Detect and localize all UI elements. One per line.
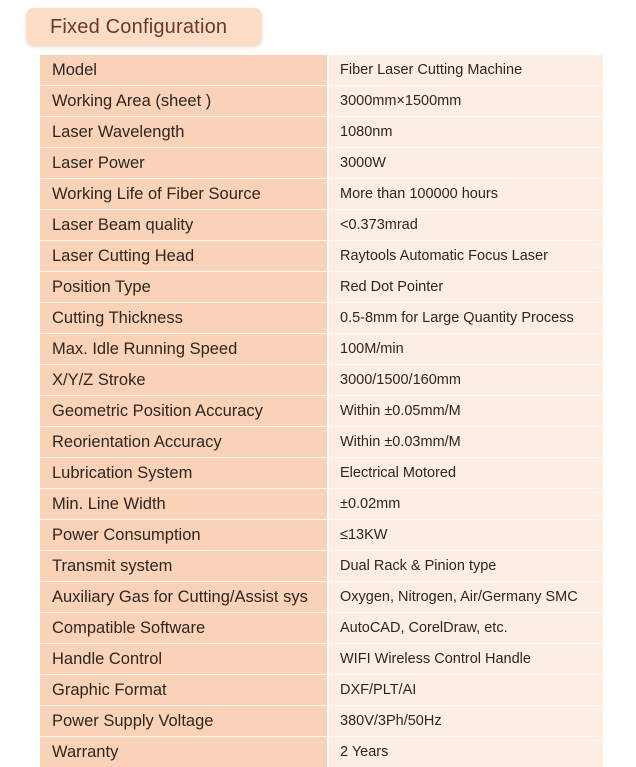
spec-value: Within ±0.03mm/M	[329, 427, 603, 457]
spec-value: AutoCAD, CorelDraw, etc.	[329, 613, 603, 643]
spec-row-auxiliary-gas	[40, 581, 603, 612]
spec-row-warranty	[40, 736, 603, 767]
spec-label: Reorientation Accuracy	[40, 427, 327, 457]
spec-row-laser-wavelength	[40, 116, 603, 147]
spec-label: Auxiliary Gas for Cutting/Assist sys	[40, 582, 327, 612]
spec-row-beam-quality	[40, 209, 603, 240]
spec-value: 380V/3Ph/50Hz	[329, 706, 603, 736]
spec-row-laser-power	[40, 147, 603, 178]
spec-label: Min. Line Width	[40, 489, 327, 519]
spec-value: <0.373mrad	[329, 210, 603, 240]
spec-label: Laser Cutting Head	[40, 241, 327, 271]
spec-row-xyz-stroke	[40, 364, 603, 395]
spec-row-geometric-accuracy	[40, 395, 603, 426]
spec-row-power-consumption	[40, 519, 603, 550]
spec-label: Power Consumption	[40, 520, 327, 550]
spec-label: Working Area (sheet )	[40, 86, 327, 116]
spec-label: Handle Control	[40, 644, 327, 674]
spec-label: Model	[40, 55, 327, 85]
spec-row-fiber-source-life	[40, 178, 603, 209]
spec-label: Warranty	[40, 737, 327, 767]
spec-label: Transmit system	[40, 551, 327, 581]
spec-row-cutting-thickness	[40, 302, 603, 333]
spec-label: Working Life of Fiber Source	[40, 179, 327, 209]
spec-label: Power Supply Voltage	[40, 706, 327, 736]
spec-value: 3000W	[329, 148, 603, 178]
spec-label: Geometric Position Accuracy	[40, 396, 327, 426]
spec-row-handle-control	[40, 643, 603, 674]
spec-label: Compatible Software	[40, 613, 327, 643]
spec-row-model	[40, 55, 603, 85]
spec-row-reorientation-accuracy	[40, 426, 603, 457]
spec-label: Laser Wavelength	[40, 117, 327, 147]
spec-value: Electrical Motored	[329, 458, 603, 488]
spec-label: Graphic Format	[40, 675, 327, 705]
spec-value: 100M/min	[329, 334, 603, 364]
spec-label: Position Type	[40, 272, 327, 302]
spec-label: Cutting Thickness	[40, 303, 327, 333]
spec-value: DXF/PLT/AI	[329, 675, 603, 705]
spec-value: Within ±0.05mm/M	[329, 396, 603, 426]
spec-value: ±0.02mm	[329, 489, 603, 519]
spec-table	[40, 55, 603, 767]
spec-row-position-type	[40, 271, 603, 302]
spec-row-power-supply	[40, 705, 603, 736]
spec-value: Oxygen, Nitrogen, Air/Germany SMC	[329, 582, 603, 612]
spec-label: Max. Idle Running Speed	[40, 334, 327, 364]
section-title: Fixed Configuration	[26, 8, 262, 46]
spec-row-transmit-system	[40, 550, 603, 581]
spec-value: 0.5-8mm for Large Quantity Process	[329, 303, 603, 333]
spec-value: 3000mm×1500mm	[329, 86, 603, 116]
spec-value: Fiber Laser Cutting Machine	[329, 55, 603, 85]
spec-row-lubrication	[40, 457, 603, 488]
spec-label: X/Y/Z Stroke	[40, 365, 327, 395]
spec-label: Lubrication System	[40, 458, 327, 488]
spec-value: 2 Years	[329, 737, 603, 767]
spec-value: More than 100000 hours	[329, 179, 603, 209]
spec-value: WIFI Wireless Control Handle	[329, 644, 603, 674]
spec-row-working-area	[40, 85, 603, 116]
spec-row-compatible-software	[40, 612, 603, 643]
spec-value: 1080nm	[329, 117, 603, 147]
spec-row-min-line-width	[40, 488, 603, 519]
spec-row-graphic-format	[40, 674, 603, 705]
spec-label: Laser Power	[40, 148, 327, 178]
spec-value: ≤13KW	[329, 520, 603, 550]
spec-row-cutting-head	[40, 240, 603, 271]
spec-row-idle-speed	[40, 333, 603, 364]
spec-value: Red Dot Pointer	[329, 272, 603, 302]
spec-label: Laser Beam quality	[40, 210, 327, 240]
spec-value: 3000/1500/160mm	[329, 365, 603, 395]
spec-value: Dual Rack & Pinion type	[329, 551, 603, 581]
spec-value: Raytools Automatic Focus Laser	[329, 241, 603, 271]
